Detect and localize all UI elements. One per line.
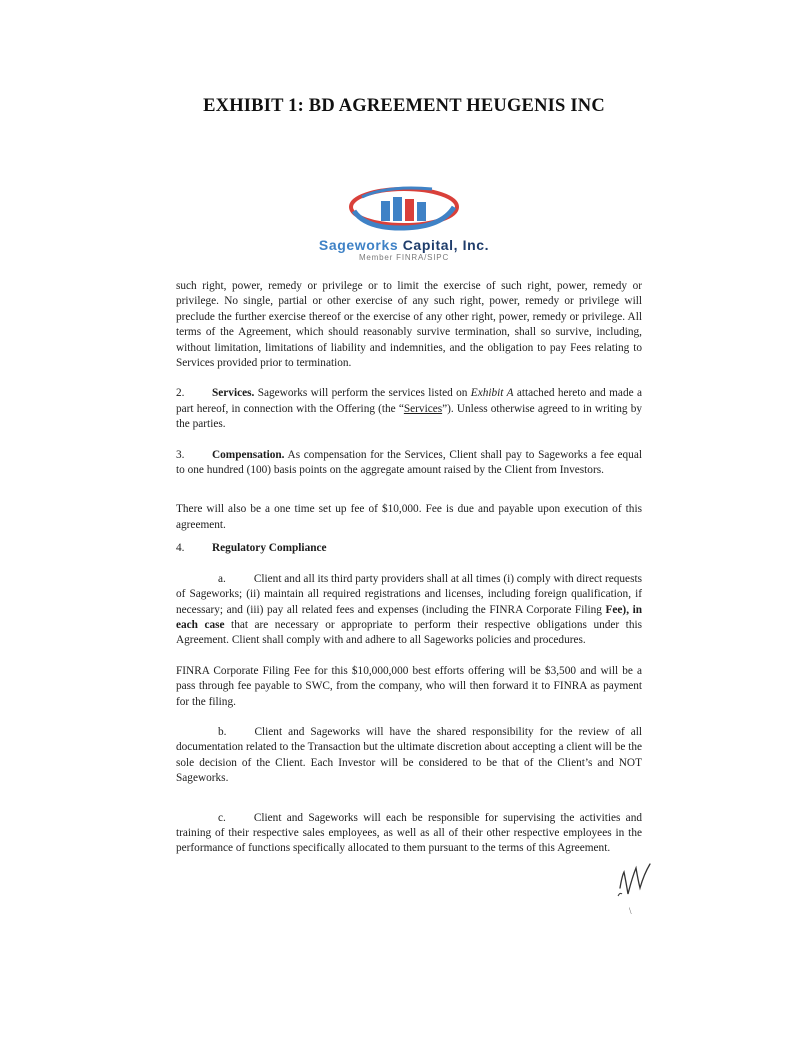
exhibit-reference: Exhibit A — [470, 387, 514, 400]
section-heading: Compensation. — [212, 448, 285, 461]
logo-name-part2: Capital, Inc. — [402, 237, 490, 253]
logo-wordmark — [0, 237, 808, 253]
subsection-label: b. — [218, 725, 227, 738]
section-4b-paragraph: b. Client and Sageworks will have the shared responsibility for the review of all documentation related to the Transaction but the ultimate discretion about accepting a client will be the sole decision of the Client. Each Investor will be considered to be that of the Client’s and NOT Sageworks. — [176, 725, 642, 785]
agreement-body — [176, 279, 642, 857]
exhibit-title: EXHIBIT 1: BD AGREEMENT HEUGENIS INC — [203, 96, 605, 116]
logo-tagline: Member FINRA/SIPC — [358, 253, 450, 262]
logo-name-part1: Sageworks — [318, 237, 399, 253]
page-mark: \ — [629, 906, 632, 916]
continuation-paragraph: such right, power, remedy or privilege or to limit the exercise of such right, power, remedy or privilege. No single, partial or other exercise of any such right, power, remedy or privilege will preclude the further exercise thereof or the exercise of any other right, power, remedy or privilege. All terms of the Agreement, which should reasonably survive termination, shall so survive, including, without limitation, limitations of liability and indemnities, and the obligation to pay Fees relating to Services provided prior to termination. — [176, 280, 642, 370]
company-logo — [0, 183, 808, 262]
section-4-heading — [176, 541, 642, 556]
section-heading: Regulatory Compliance — [212, 542, 327, 555]
section-4a-paragraph: a. Client and all its third party providers shall at all times (i) comply with direct requests of Sageworks; (ii) maintain all required registrations and licenses, including foreign qualification, if necessary; and (iii) pay all related fees and expenses (including the FINRA Corporate Filing Fee), in each case that are necessary or appropriate to perform their respective obligations under this Agreement. Client shall comply with and adhere to all Sageworks policies and procedures. — [176, 572, 643, 647]
section-number: 4. — [176, 542, 185, 555]
section-number: 2. — [176, 387, 185, 400]
subsection-label: c. — [218, 811, 226, 824]
handwritten-initials — [614, 858, 654, 900]
section-heading: Services. — [212, 387, 255, 400]
section-2-services: 2. Services. Sageworks will perform the services listed on Exhibit A attached hereto and made a part hereof, in connection with the Offering (the “Services”). Unless otherwise agreed to in writing by the parties. — [176, 387, 642, 431]
defined-term: Services — [403, 402, 443, 415]
section-4c-paragraph: c. Client and Sageworks will each be responsible for supervising the activities and training of their respective sales employees, as well as all of their other respective employees in the performance of functions specifically allocated to them pursuant to the terms of this Agreement. — [176, 811, 642, 855]
section-3-compensation: 3. Compensation. As compensation for the Services, Client shall pay to Sageworks a fee equal to one hundred (100) basis points on the aggregate amount raised by the Client from Investors. — [176, 448, 642, 477]
finra-fee-paragraph: FINRA Corporate Filing Fee for this $10,000,000 best efforts offering will be $3,500 and will be a pass through fee payable to SWC, from the company, who will then forward it to FINRA as payment for the filing. — [176, 664, 642, 708]
sageworks-logo-icon — [348, 183, 460, 233]
section-number: 3. — [176, 448, 185, 461]
subsection-label: a. — [218, 572, 226, 585]
setup-fee-paragraph: There will also be a one time set up fee of $10,000. Fee is due and payable upon execution of this agreement. — [176, 503, 642, 531]
